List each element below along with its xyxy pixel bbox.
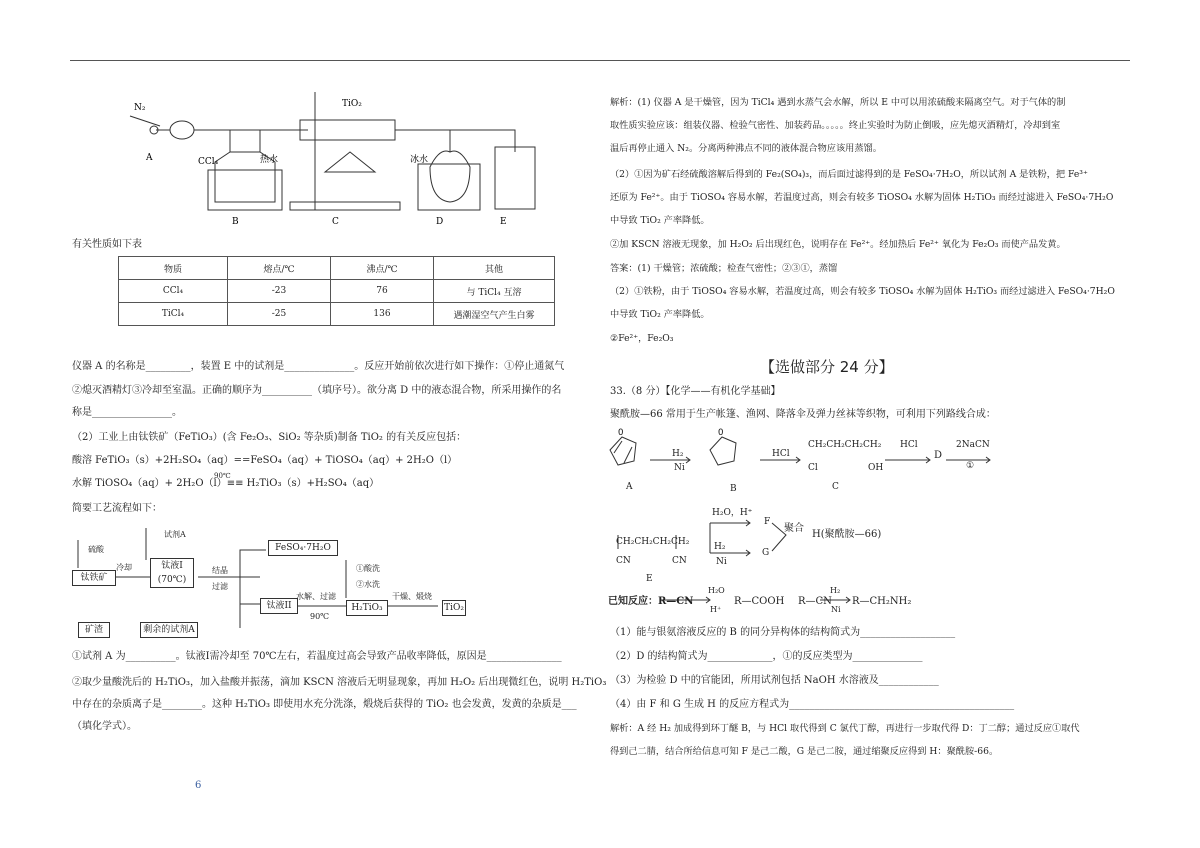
label-ccl4: CCl₄ <box>198 157 219 167</box>
answer-line4: ②Fe²⁺，Fe₂O₃ <box>610 333 674 344</box>
question-1-line3: 称是________________。 <box>72 407 182 418</box>
cell: 与 TiCl₄ 互溶 <box>434 280 555 303</box>
flow-hydro: 水解、过滤 <box>296 592 336 601</box>
cell: 遇潮湿空气产生白雾 <box>434 303 555 326</box>
s-c: C <box>832 482 839 492</box>
section-heading: 【选做部分 24 分】 <box>760 358 894 376</box>
question-2-line2: 酸溶 FeTiO₃（s）+2H₂SO₄（aq）==FeSO₄（aq）+ TiOSO₄（aq）+ 2H₂O（l） <box>72 455 458 466</box>
s-one: ① <box>966 461 975 471</box>
cell: 76 <box>331 280 434 303</box>
cell: CCl₄ <box>119 280 228 303</box>
flow-wash2: ②水洗 <box>356 580 380 589</box>
top-rule <box>70 60 1130 61</box>
s-d: D <box>934 450 943 461</box>
k-p1: R—COOH <box>734 596 785 607</box>
analysis-line3: 温后再停止通入 N₂。分离两种沸点不同的液体混合物应该用蒸馏。 <box>610 143 882 154</box>
analysis-line7: ②加 KSCN 溶液无现象，加 H₂O₂ 后出现红色，说明存在 Fe²⁺。经加热后 Fe²⁺ 氧化为 Fe₂O₃ 而使产品发黄。 <box>610 239 1066 250</box>
answer-line1: 答案：(1) 干燥管；浓硫酸；检查气密性；②③①，蒸馏 <box>610 263 838 274</box>
question-3-line1: ①试剂 A 为__________。钛液Ⅰ需冷却至 70℃左右，若温度过高会导致产品收率降低，原因是_______________ <box>72 651 562 662</box>
label-d: D <box>436 217 444 227</box>
label-a: A <box>146 153 153 163</box>
s-ni: Ni <box>674 463 685 473</box>
q33-intro: 聚酰胺—66 常用于生产帐篷、渔网、降落伞及弹力丝袜等织物，可利用下列路线合成： <box>610 409 996 420</box>
question-2-temp: 90℃ <box>214 472 231 480</box>
q33-title: 33.（8 分）【化学——有机化学基础】 <box>610 386 781 397</box>
k-h: H⁺ <box>710 605 722 614</box>
k-h2o: H₂O <box>708 586 725 595</box>
k-r2: R—CN <box>798 596 832 607</box>
s-oh: OH <box>868 463 884 473</box>
s-f: F <box>764 517 771 527</box>
s-c-chain: CH₂CH₂CH₂CH₂ <box>808 440 882 450</box>
answer-line3: 中导致 TiO₂ 产率降低。 <box>610 309 710 320</box>
flow-liquid1-label: 钛液I <box>161 561 183 571</box>
cell: -23 <box>228 280 331 303</box>
sub-question-4: （4）由 F 和 G 生成 H 的反应方程式为_____________________________________________ <box>610 699 1015 710</box>
flow-liquid2: 钛液II <box>260 598 298 614</box>
flow-cryst: 结晶 <box>212 566 228 575</box>
question-3-line4: （填化学式）。 <box>72 721 137 732</box>
flow-ore: 钛铁矿 <box>72 570 116 586</box>
analysis-line4: （2）①因为矿石经硫酸溶解后得到的 Fe₂(SO₄)₃，而后面过滤得到的是 FeSO₄·7H₂O，所以试剂 A 是铁粉，把 Fe³⁺ <box>610 169 1088 180</box>
flow-slag: 矿渣 <box>78 622 110 638</box>
label-c: C <box>332 217 339 227</box>
s-e: E <box>646 574 653 584</box>
s-g: G <box>762 548 770 558</box>
s-e-chain: CH₂CH₂CH₂CH₂ <box>616 537 690 547</box>
th-melting: 熔点/℃ <box>228 257 331 280</box>
flow-rest: 剩余的试剂A <box>140 622 198 638</box>
th-boiling: 沸点/℃ <box>331 257 434 280</box>
analysis-line5: 还原为 Fe²⁺。由于 TiOSO₄ 容易水解，若温度过高，则会有较多 TiOSO₄ 水解为固体 H₂TiO₃ 而经过滤进入 FeSO₄·7H₂O <box>610 192 1114 203</box>
th-other: 其他 <box>434 257 555 280</box>
s-a: A <box>626 482 633 492</box>
analysis-line6: 中导致 TiO₂ 产率降低。 <box>610 215 710 226</box>
o-label-b: O <box>718 428 724 438</box>
flow-h2tio3: H₂TiO₃ <box>346 600 388 616</box>
known-reaction: 已知反应：R—CN <box>608 596 694 607</box>
k-ni: Ni <box>831 605 841 614</box>
s-cl: Cl <box>808 463 818 473</box>
s-h2-b: H₂ <box>714 542 726 552</box>
s-h: H(聚酰胺—66) <box>812 529 882 540</box>
s-nacn: 2NaCN <box>956 440 990 450</box>
question-1-line2: ②熄灭酒精灯③冷却至室温。正确的顺序为__________（填序号）。欲分离 D 中的液态混合物，所采用操作的名 <box>72 385 562 396</box>
s-cn1: CN <box>616 556 631 566</box>
s-hcl: HCl <box>772 449 790 459</box>
question-2-line4: 简要工艺流程如下： <box>72 503 162 514</box>
apparatus-diagram <box>120 92 540 232</box>
flow-dry: 干燥、煅烧 <box>392 592 432 601</box>
explanation-line1: 解析：A 经 H₂ 加成得到环丁醚 B，与 HCl 取代得到 C 氯代丁醇，再进行一步取代得 D：丁二醇；通过反应①取代 <box>610 723 1080 734</box>
s-b: B <box>730 484 737 494</box>
flow-acid: 硫酸 <box>88 545 104 554</box>
question-3-line2: ②取少量酸洗后的 H₂TiO₃，加入盐酸并振荡，滴加 KSCN 溶液后无明显现象，再加 H₂O₂ 后出现微红色，说明 H₂TiO₃ <box>72 677 607 688</box>
property-table <box>118 256 555 326</box>
explanation-line2: 得到己二腈，结合所给信息可知 F 是己二酸，G 是己二胺，通过缩聚反应得到 H：聚酰胺-66。 <box>610 746 999 757</box>
s-cn2: CN <box>672 556 687 566</box>
cell: -25 <box>228 303 331 326</box>
question-2-line3: 水解 TiOSO₄（aq）+ 2H₂O（l）≡≡ H₂TiO₃（s）+H₂SO₄（aq） <box>72 478 380 489</box>
flow-liquid1 <box>150 558 194 588</box>
s-poly: 聚合 <box>784 523 804 534</box>
question-1-line1: 仪器 A 的名称是_________，装置 E 中的试剂是______________。反应开始前依次进行如下操作：①停止通氮气 <box>72 361 565 372</box>
sub-question-3: （3）为检验 D 中的官能团，所用试剂包括 NaOH 水溶液及____________ <box>610 675 939 686</box>
flow-cool: 冷却 <box>116 563 132 572</box>
page-number: 6 <box>195 780 202 791</box>
k-h2: H₂ <box>830 586 841 595</box>
flow-temp: 90℃ <box>310 612 330 621</box>
k-p2: R—CH₂NH₂ <box>852 596 912 607</box>
label-hot-water: 热水 <box>260 155 279 165</box>
table-intro: 有关性质如下表 <box>72 239 142 250</box>
question-3-line3: 中存在的杂质离子是________。这种 H₂TiO₃ 即使用水充分洗涤，煅烧后获得的 TiO₂ 也会发黄，发黄的杂质是___ <box>72 699 577 710</box>
analysis-line2: 取性质实验应该：组装仪器、检验气密性、加装药品。。。。。终止实验时为防止倒吸，应先熄灭酒精灯，冷却到室 <box>610 120 1061 131</box>
flow-tio2: TiO₂ <box>442 600 466 616</box>
label-b: B <box>232 217 239 227</box>
label-e: E <box>500 217 507 227</box>
flow-arrows <box>70 520 490 640</box>
flow-filter: 过滤 <box>212 582 228 591</box>
answer-line2: （2）①铁粉，由于 TiOSO₄ 容易水解，若温度过高，则会有较多 TiOSO₄ 水解为固体 H₂TiO₃ 而经过滤进入 FeSO₄·7H₂O <box>610 286 1115 297</box>
o-label-a: O <box>618 428 624 438</box>
sub-question-2: （2）D 的结构简式为_____________，①的反应类型为______________ <box>610 651 923 662</box>
synthesis-scheme <box>600 425 1020 615</box>
flow-wash1: ①酸洗 <box>356 564 380 573</box>
s-h2: H₂ <box>672 449 684 459</box>
flow-reagent-a: 试剂A <box>164 530 186 539</box>
th-substance: 物质 <box>119 257 228 280</box>
label-ice-water: 冰水 <box>410 155 429 165</box>
cell: 136 <box>331 303 434 326</box>
question-2-line1: （2）工业上由钛铁矿（FeTiO₃）(含 Fe₂O₃、SiO₂ 等杂质)制备 TiO₂ 的有关反应包括： <box>72 432 467 443</box>
cell: TiCl₄ <box>119 303 228 326</box>
s-ni-b: Ni <box>716 557 727 567</box>
sub-question-1: （1）能与银氨溶液反应的 B 的同分异构体的结构简式为___________________ <box>610 627 956 638</box>
label-tio2: TiO₂ <box>342 99 362 109</box>
s-h2o: H₂O，H⁺ <box>712 508 753 518</box>
flow-liquid1-temp: (70℃) <box>157 575 187 585</box>
flow-feso4: FeSO₄·7H₂O <box>268 540 338 556</box>
analysis-line1: 解析：(1) 仪器 A 是干燥管，因为 TiCl₄ 遇到水蒸气会水解，所以 E 中可以用浓硫酸来隔离空气。对于气体的制 <box>610 97 1066 108</box>
label-n2: N₂ <box>134 103 146 113</box>
s-hcl2: HCl <box>900 440 918 450</box>
